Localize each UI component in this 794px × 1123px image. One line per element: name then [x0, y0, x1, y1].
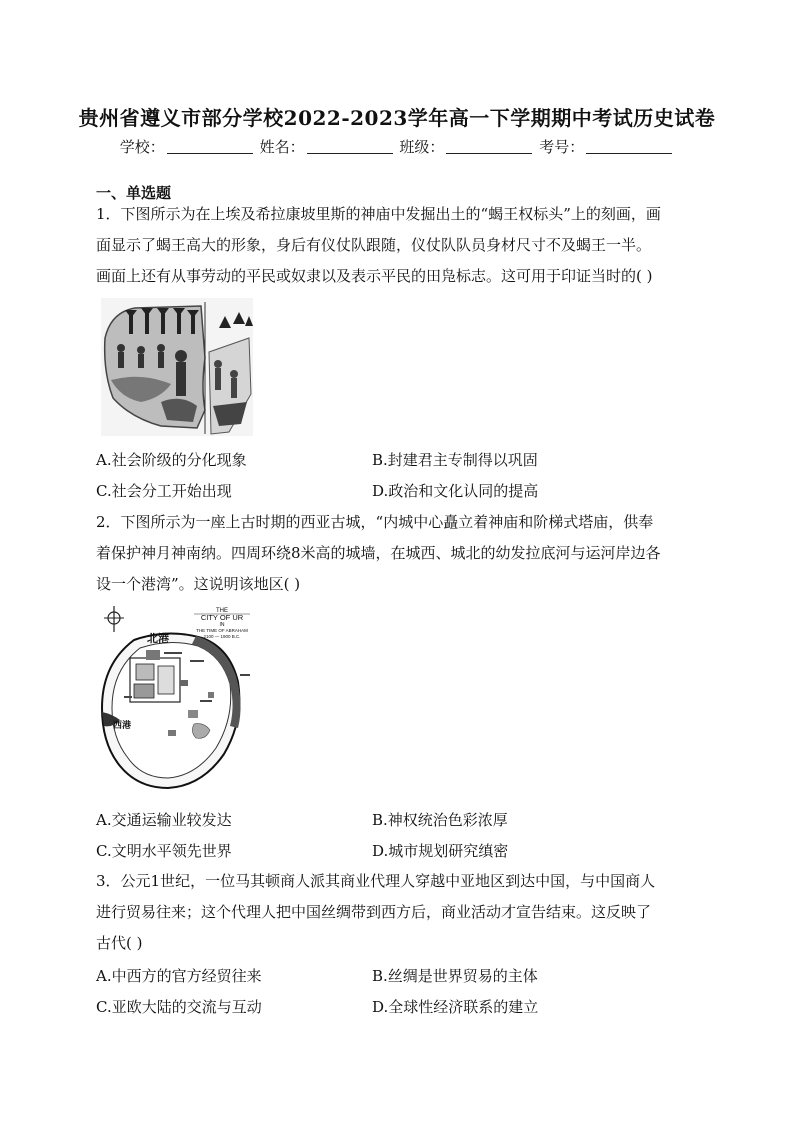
student-info-line	[0, 136, 794, 157]
question-1-line-2: 面显示了蝎王高大的形象，身后有仪仗队跟随，仪仗队队员身材尺寸不及蝎王一半。	[96, 236, 652, 254]
west-harbor-label: 西港	[112, 721, 132, 731]
map-title-line-1: THE	[216, 608, 228, 614]
q1-option-b[interactable]: B.封建君主专制得以巩固	[372, 451, 538, 469]
name-blank[interactable]	[307, 139, 393, 154]
class-blank[interactable]	[446, 139, 532, 154]
question-3-line-2: 进行贸易往来；这个代理人把中国丝绸带到西方后，商业活动才宣告结束。这反映了	[96, 903, 652, 921]
q2-option-b[interactable]: B.神权统治色彩浓厚	[372, 811, 508, 829]
question-3-line-3: 古代( )	[96, 934, 143, 952]
q1-option-d[interactable]: D.政治和文化认同的提高	[372, 482, 539, 500]
scorpion-king-macehead-image	[101, 298, 253, 440]
q1-option-a[interactable]: A.社会阶级的分化现象	[96, 451, 247, 469]
q3-option-b[interactable]: B.丝绸是世界贸易的主体	[372, 967, 538, 985]
school-blank[interactable]	[167, 139, 253, 154]
name-label: 姓名：	[259, 138, 305, 156]
question-1-line-1: 1．下图所示为在上埃及希拉康坡里斯的神庙中发掘出土的“蝎王权标头”上的刻画，画	[96, 205, 661, 223]
section-title: 一、单选题	[96, 184, 172, 202]
map-title-line-4: THE TIME OF ABRAHAM	[196, 628, 248, 633]
q2-option-d[interactable]: D.城市规划研究缜密	[372, 842, 509, 860]
map-title-line-5: 2100 — 1900 B.C.	[203, 634, 241, 639]
question-3-line-1: 3．公元1世纪，一位马其顿商人派其商业代理人穿越中亚地区到达中国，与中国商人	[96, 872, 656, 890]
q3-option-c[interactable]: C.亚欧大陆的交流与互动	[96, 998, 262, 1016]
q1-option-c[interactable]: C.社会分工开始出现	[96, 482, 232, 500]
school-label: 学校：	[119, 138, 165, 156]
q3-option-d[interactable]: D.全球性经济联系的建立	[372, 998, 539, 1016]
question-3-text	[96, 866, 696, 959]
question-2-line-3: 设一个港湾”。这说明该地区( )	[96, 575, 301, 593]
question-1-text	[96, 199, 696, 292]
question-2-text	[96, 507, 696, 600]
q2-option-c[interactable]: C.文明水平领先世界	[96, 842, 232, 860]
q2-option-a[interactable]: A.交通运输业较发达	[96, 811, 232, 829]
question-2-line-1: 2．下图所示为一座上古时期的西亚古城，“内城中心矗立着神庙和阶梯式塔庙，供奉	[96, 513, 654, 531]
q3-option-a[interactable]: A.中西方的官方经贸往来	[96, 967, 262, 985]
compass-icon	[104, 606, 124, 632]
city-of-ur-map	[98, 604, 258, 798]
question-1-line-3: 画面上还有从事劳动的平民或奴隶以及表示平民的田凫标志。这可用于印证当时的( )	[96, 267, 653, 285]
exam-title: 贵州省遵义市部分学校2022-2023学年高一下学期期中考试历史试卷	[78, 106, 716, 130]
map-title-line-3: IN	[219, 622, 225, 628]
exam-number-blank[interactable]	[586, 139, 672, 154]
class-label: 班级：	[399, 138, 445, 156]
north-harbor-label: 北港	[147, 632, 169, 645]
question-2-line-2: 着保护神月神南纳。四周环绕8米高的城墙，在城西、城北的幼发拉底河与运河岸边各	[96, 544, 661, 562]
map-title-line-2: CITY OF UR	[200, 613, 244, 622]
exam-number-label: 考号：	[539, 138, 585, 156]
